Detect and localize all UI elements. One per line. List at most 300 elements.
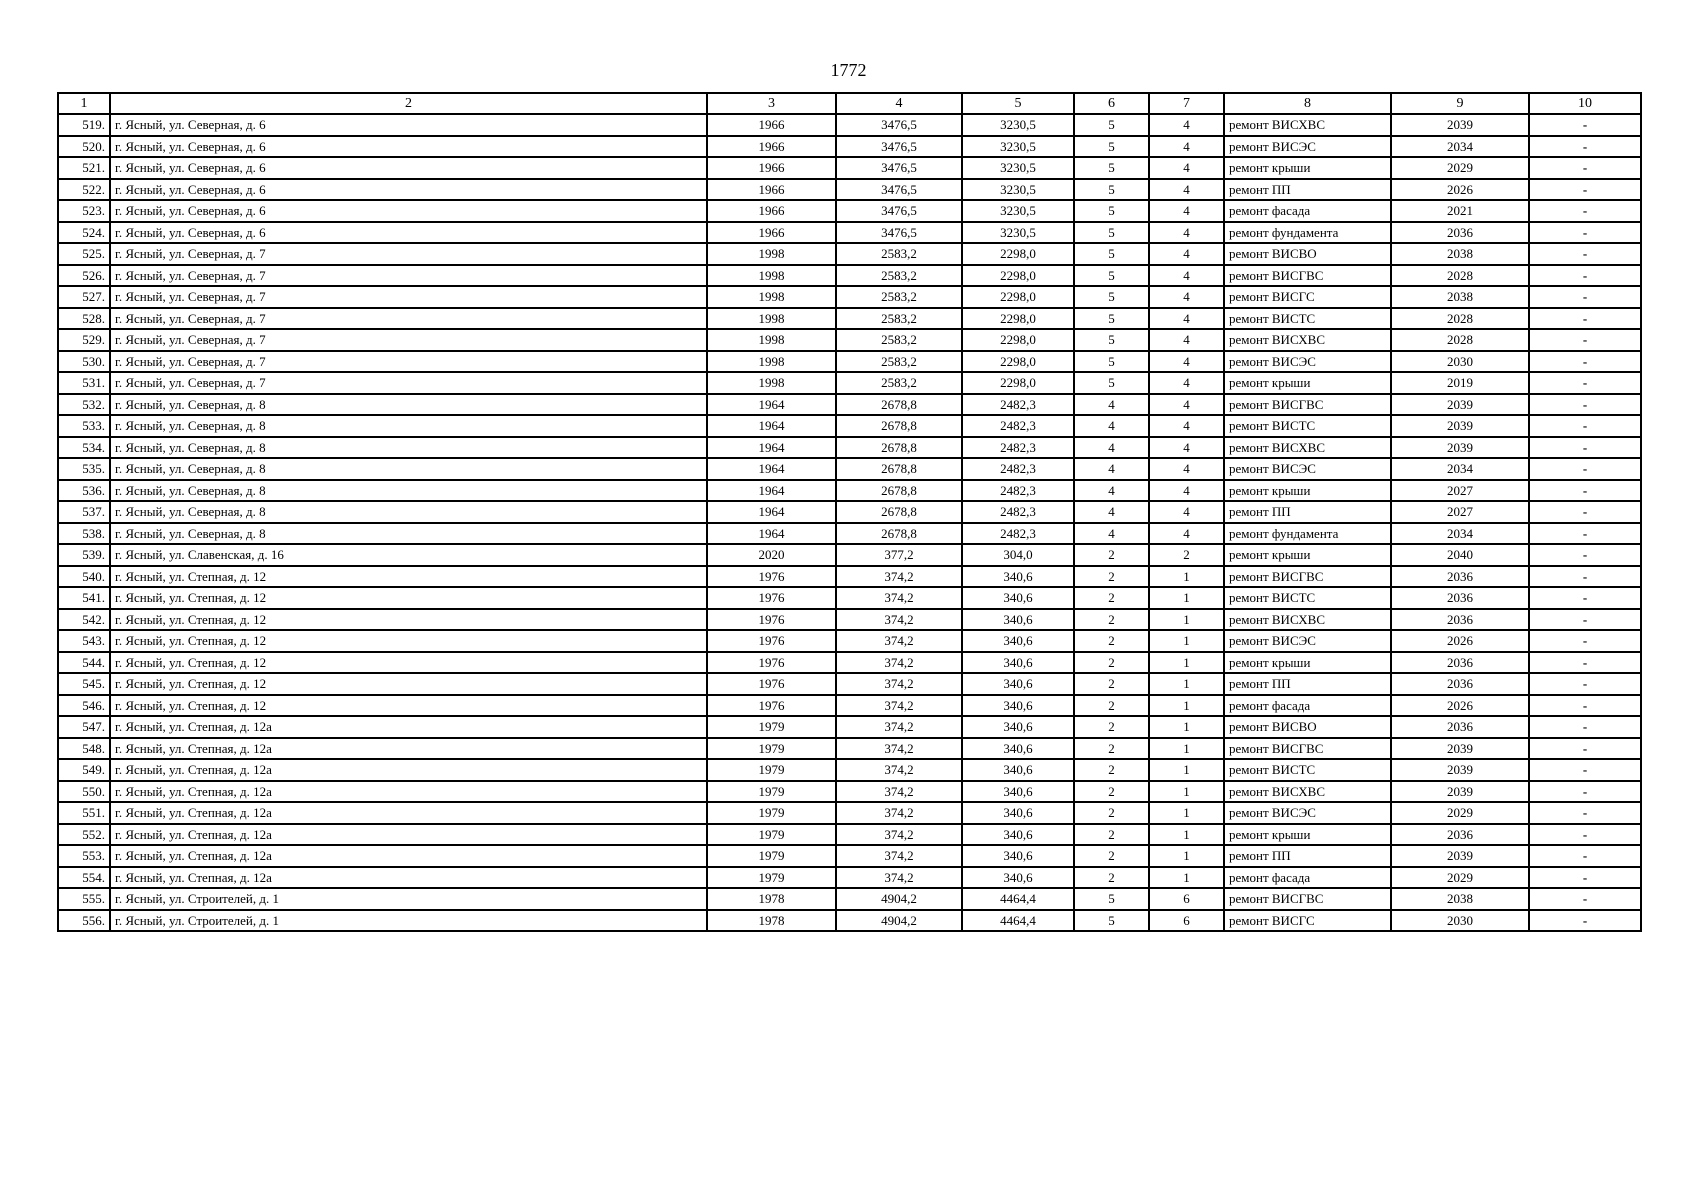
planned-year-cell: 2038 <box>1391 286 1529 308</box>
row-number: 542. <box>58 609 110 631</box>
work-type-cell: ремонт ПП <box>1224 845 1391 867</box>
work-type-cell: ремонт ПП <box>1224 179 1391 201</box>
total-area-cell: 2678,8 <box>836 458 962 480</box>
table-row <box>58 437 1641 459</box>
work-type-cell: ремонт ВИСТС <box>1224 759 1391 781</box>
year-cell: 1998 <box>707 351 836 373</box>
planned-year-cell: 2039 <box>1391 845 1529 867</box>
work-type-cell: ремонт фундамента <box>1224 523 1391 545</box>
floors-cell: 2 <box>1074 802 1149 824</box>
column-header-3: 3 <box>707 93 836 114</box>
living-area-cell: 3230,5 <box>962 136 1074 158</box>
living-area-cell: 340,6 <box>962 587 1074 609</box>
row-number: 548. <box>58 738 110 760</box>
work-type-cell: ремонт ВИСГВС <box>1224 888 1391 910</box>
floors-cell: 2 <box>1074 609 1149 631</box>
row-number: 535. <box>58 458 110 480</box>
entrances-cell: 1 <box>1149 802 1224 824</box>
table-row <box>58 372 1641 394</box>
year-cell: 1976 <box>707 673 836 695</box>
planned-year-cell: 2026 <box>1391 630 1529 652</box>
planned-year-cell: 2036 <box>1391 824 1529 846</box>
row-number: 537. <box>58 501 110 523</box>
planned-year-cell: 2036 <box>1391 673 1529 695</box>
total-area-cell: 2583,2 <box>836 329 962 351</box>
row-number: 536. <box>58 480 110 502</box>
table-row <box>58 265 1641 287</box>
total-area-cell: 374,2 <box>836 673 962 695</box>
living-area-cell: 2482,3 <box>962 437 1074 459</box>
work-type-cell: ремонт ВИСЭС <box>1224 351 1391 373</box>
planned-year-cell: 2039 <box>1391 394 1529 416</box>
table-row <box>58 544 1641 566</box>
note-cell: - <box>1529 802 1641 824</box>
work-type-cell: ремонт ВИСЭС <box>1224 136 1391 158</box>
entrances-cell: 4 <box>1149 243 1224 265</box>
living-area-cell: 340,6 <box>962 738 1074 760</box>
year-cell: 1998 <box>707 286 836 308</box>
address-cell: г. Ясный, ул. Северная, д. 7 <box>110 329 707 351</box>
planned-year-cell: 2029 <box>1391 867 1529 889</box>
row-number: 534. <box>58 437 110 459</box>
note-cell: - <box>1529 265 1641 287</box>
floors-cell: 2 <box>1074 673 1149 695</box>
column-header-4: 4 <box>836 93 962 114</box>
row-number: 522. <box>58 179 110 201</box>
total-area-cell: 2583,2 <box>836 308 962 330</box>
row-number: 526. <box>58 265 110 287</box>
table-row <box>58 222 1641 244</box>
living-area-cell: 2298,0 <box>962 372 1074 394</box>
address-cell: г. Ясный, ул. Строителей, д. 1 <box>110 888 707 910</box>
year-cell: 1976 <box>707 695 836 717</box>
living-area-cell: 3230,5 <box>962 157 1074 179</box>
planned-year-cell: 2021 <box>1391 200 1529 222</box>
year-cell: 1964 <box>707 480 836 502</box>
work-type-cell: ремонт крыши <box>1224 544 1391 566</box>
entrances-cell: 4 <box>1149 480 1224 502</box>
row-number: 554. <box>58 867 110 889</box>
row-number: 532. <box>58 394 110 416</box>
work-type-cell: ремонт крыши <box>1224 652 1391 674</box>
living-area-cell: 3230,5 <box>962 114 1074 136</box>
living-area-cell: 340,6 <box>962 716 1074 738</box>
planned-year-cell: 2036 <box>1391 222 1529 244</box>
address-cell: г. Ясный, ул. Степная, д. 12 <box>110 609 707 631</box>
entrances-cell: 1 <box>1149 845 1224 867</box>
floors-cell: 5 <box>1074 222 1149 244</box>
total-area-cell: 374,2 <box>836 824 962 846</box>
year-cell: 1976 <box>707 587 836 609</box>
planned-year-cell: 2039 <box>1391 759 1529 781</box>
address-cell: г. Ясный, ул. Степная, д. 12а <box>110 824 707 846</box>
entrances-cell: 4 <box>1149 286 1224 308</box>
total-area-cell: 3476,5 <box>836 136 962 158</box>
note-cell: - <box>1529 114 1641 136</box>
note-cell: - <box>1529 200 1641 222</box>
entrances-cell: 1 <box>1149 695 1224 717</box>
row-number: 527. <box>58 286 110 308</box>
year-cell: 1964 <box>707 501 836 523</box>
entrances-cell: 4 <box>1149 114 1224 136</box>
note-cell: - <box>1529 652 1641 674</box>
address-cell: г. Ясный, ул. Степная, д. 12а <box>110 716 707 738</box>
table-row <box>58 415 1641 437</box>
table-row <box>58 523 1641 545</box>
planned-year-cell: 2039 <box>1391 437 1529 459</box>
year-cell: 1964 <box>707 437 836 459</box>
year-cell: 1976 <box>707 652 836 674</box>
floors-cell: 5 <box>1074 243 1149 265</box>
year-cell: 1964 <box>707 394 836 416</box>
total-area-cell: 374,2 <box>836 867 962 889</box>
floors-cell: 5 <box>1074 179 1149 201</box>
address-cell: г. Ясный, ул. Северная, д. 6 <box>110 179 707 201</box>
floors-cell: 5 <box>1074 329 1149 351</box>
row-number: 547. <box>58 716 110 738</box>
address-cell: г. Ясный, ул. Северная, д. 6 <box>110 136 707 158</box>
column-header-10: 10 <box>1529 93 1641 114</box>
note-cell: - <box>1529 480 1641 502</box>
planned-year-cell: 2034 <box>1391 523 1529 545</box>
planned-year-cell: 2029 <box>1391 802 1529 824</box>
entrances-cell: 4 <box>1149 415 1224 437</box>
entrances-cell: 1 <box>1149 566 1224 588</box>
entrances-cell: 4 <box>1149 523 1224 545</box>
floors-cell: 5 <box>1074 910 1149 932</box>
living-area-cell: 2482,3 <box>962 523 1074 545</box>
address-cell: г. Ясный, ул. Северная, д. 6 <box>110 222 707 244</box>
address-cell: г. Ясный, ул. Северная, д. 6 <box>110 114 707 136</box>
year-cell: 1979 <box>707 867 836 889</box>
row-number: 543. <box>58 630 110 652</box>
living-area-cell: 2482,3 <box>962 415 1074 437</box>
floors-cell: 2 <box>1074 695 1149 717</box>
table-row <box>58 394 1641 416</box>
address-cell: г. Ясный, ул. Степная, д. 12а <box>110 759 707 781</box>
living-area-cell: 3230,5 <box>962 222 1074 244</box>
year-cell: 1998 <box>707 308 836 330</box>
address-cell: г. Ясный, ул. Строителей, д. 1 <box>110 910 707 932</box>
year-cell: 1966 <box>707 179 836 201</box>
floors-cell: 2 <box>1074 824 1149 846</box>
note-cell: - <box>1529 308 1641 330</box>
floors-cell: 5 <box>1074 372 1149 394</box>
planned-year-cell: 2039 <box>1391 114 1529 136</box>
note-cell: - <box>1529 888 1641 910</box>
table-header-row <box>58 93 1641 114</box>
work-type-cell: ремонт ВИСГВС <box>1224 566 1391 588</box>
floors-cell: 2 <box>1074 630 1149 652</box>
row-number: 531. <box>58 372 110 394</box>
planned-year-cell: 2038 <box>1391 243 1529 265</box>
entrances-cell: 1 <box>1149 759 1224 781</box>
row-number: 528. <box>58 308 110 330</box>
table-row <box>58 114 1641 136</box>
column-header-7: 7 <box>1149 93 1224 114</box>
note-cell: - <box>1529 415 1641 437</box>
row-number: 550. <box>58 781 110 803</box>
address-cell: г. Ясный, ул. Славенская, д. 16 <box>110 544 707 566</box>
planned-year-cell: 2027 <box>1391 501 1529 523</box>
row-number: 541. <box>58 587 110 609</box>
note-cell: - <box>1529 695 1641 717</box>
row-number: 544. <box>58 652 110 674</box>
address-cell: г. Ясный, ул. Северная, д. 8 <box>110 501 707 523</box>
living-area-cell: 340,6 <box>962 652 1074 674</box>
living-area-cell: 2298,0 <box>962 243 1074 265</box>
floors-cell: 4 <box>1074 415 1149 437</box>
address-cell: г. Ясный, ул. Северная, д. 8 <box>110 480 707 502</box>
address-cell: г. Ясный, ул. Степная, д. 12 <box>110 630 707 652</box>
work-type-cell: ремонт ВИСХВС <box>1224 781 1391 803</box>
work-type-cell: ремонт ВИСВО <box>1224 716 1391 738</box>
column-header-8: 8 <box>1224 93 1391 114</box>
planned-year-cell: 2028 <box>1391 329 1529 351</box>
floors-cell: 2 <box>1074 867 1149 889</box>
address-cell: г. Ясный, ул. Степная, д. 12а <box>110 738 707 760</box>
living-area-cell: 4464,4 <box>962 910 1074 932</box>
work-type-cell: ремонт ВИСХВС <box>1224 609 1391 631</box>
row-number: 553. <box>58 845 110 867</box>
note-cell: - <box>1529 243 1641 265</box>
work-type-cell: ремонт ПП <box>1224 673 1391 695</box>
living-area-cell: 304,0 <box>962 544 1074 566</box>
year-cell: 1966 <box>707 222 836 244</box>
column-header-6: 6 <box>1074 93 1149 114</box>
living-area-cell: 340,6 <box>962 630 1074 652</box>
work-type-cell: ремонт ВИСЭС <box>1224 630 1391 652</box>
entrances-cell: 4 <box>1149 372 1224 394</box>
entrances-cell: 4 <box>1149 265 1224 287</box>
entrances-cell: 4 <box>1149 458 1224 480</box>
floors-cell: 4 <box>1074 394 1149 416</box>
year-cell: 1964 <box>707 415 836 437</box>
entrances-cell: 1 <box>1149 738 1224 760</box>
entrances-cell: 4 <box>1149 308 1224 330</box>
note-cell: - <box>1529 845 1641 867</box>
planned-year-cell: 2034 <box>1391 458 1529 480</box>
total-area-cell: 3476,5 <box>836 222 962 244</box>
year-cell: 1979 <box>707 781 836 803</box>
floors-cell: 5 <box>1074 888 1149 910</box>
note-cell: - <box>1529 286 1641 308</box>
column-header-9: 9 <box>1391 93 1529 114</box>
table-row <box>58 329 1641 351</box>
living-area-cell: 340,6 <box>962 695 1074 717</box>
year-cell: 1998 <box>707 243 836 265</box>
note-cell: - <box>1529 222 1641 244</box>
row-number: 529. <box>58 329 110 351</box>
total-area-cell: 2583,2 <box>836 351 962 373</box>
row-number: 546. <box>58 695 110 717</box>
table-row <box>58 845 1641 867</box>
address-cell: г. Ясный, ул. Северная, д. 7 <box>110 286 707 308</box>
planned-year-cell: 2030 <box>1391 910 1529 932</box>
entrances-cell: 1 <box>1149 716 1224 738</box>
total-area-cell: 374,2 <box>836 566 962 588</box>
table-row <box>58 157 1641 179</box>
total-area-cell: 2678,8 <box>836 523 962 545</box>
row-number: 555. <box>58 888 110 910</box>
table-row <box>58 630 1641 652</box>
work-type-cell: ремонт ВИСГВС <box>1224 738 1391 760</box>
planned-year-cell: 2030 <box>1391 351 1529 373</box>
work-type-cell: ремонт ВИСТС <box>1224 415 1391 437</box>
living-area-cell: 340,6 <box>962 802 1074 824</box>
table-row <box>58 652 1641 674</box>
table-row <box>58 286 1641 308</box>
note-cell: - <box>1529 372 1641 394</box>
work-type-cell: ремонт фасада <box>1224 695 1391 717</box>
planned-year-cell: 2040 <box>1391 544 1529 566</box>
column-header-1: 1 <box>58 93 110 114</box>
planned-year-cell: 2039 <box>1391 415 1529 437</box>
entrances-cell: 1 <box>1149 630 1224 652</box>
living-area-cell: 3230,5 <box>962 179 1074 201</box>
floors-cell: 5 <box>1074 351 1149 373</box>
planned-year-cell: 2036 <box>1391 652 1529 674</box>
planned-year-cell: 2029 <box>1391 157 1529 179</box>
entrances-cell: 4 <box>1149 329 1224 351</box>
floors-cell: 2 <box>1074 759 1149 781</box>
total-area-cell: 2678,8 <box>836 394 962 416</box>
address-cell: г. Ясный, ул. Степная, д. 12 <box>110 652 707 674</box>
row-number: 533. <box>58 415 110 437</box>
floors-cell: 2 <box>1074 738 1149 760</box>
year-cell: 1966 <box>707 136 836 158</box>
address-cell: г. Ясный, ул. Степная, д. 12 <box>110 673 707 695</box>
work-type-cell: ремонт крыши <box>1224 157 1391 179</box>
floors-cell: 5 <box>1074 200 1149 222</box>
address-cell: г. Ясный, ул. Степная, д. 12а <box>110 802 707 824</box>
table-row <box>58 501 1641 523</box>
living-area-cell: 2298,0 <box>962 265 1074 287</box>
living-area-cell: 340,6 <box>962 759 1074 781</box>
entrances-cell: 1 <box>1149 781 1224 803</box>
year-cell: 1966 <box>707 114 836 136</box>
address-cell: г. Ясный, ул. Северная, д. 7 <box>110 372 707 394</box>
living-area-cell: 340,6 <box>962 673 1074 695</box>
address-cell: г. Ясный, ул. Северная, д. 8 <box>110 523 707 545</box>
entrances-cell: 1 <box>1149 587 1224 609</box>
planned-year-cell: 2038 <box>1391 888 1529 910</box>
address-cell: г. Ясный, ул. Степная, д. 12а <box>110 867 707 889</box>
table-row <box>58 824 1641 846</box>
row-number: 521. <box>58 157 110 179</box>
floors-cell: 2 <box>1074 781 1149 803</box>
living-area-cell: 2482,3 <box>962 501 1074 523</box>
total-area-cell: 377,2 <box>836 544 962 566</box>
address-cell: г. Ясный, ул. Степная, д. 12 <box>110 587 707 609</box>
floors-cell: 5 <box>1074 265 1149 287</box>
living-area-cell: 340,6 <box>962 824 1074 846</box>
address-cell: г. Ясный, ул. Северная, д. 7 <box>110 351 707 373</box>
year-cell: 1978 <box>707 888 836 910</box>
entrances-cell: 1 <box>1149 609 1224 631</box>
living-area-cell: 2482,3 <box>962 458 1074 480</box>
column-header-5: 5 <box>962 93 1074 114</box>
work-type-cell: ремонт ВИСЭС <box>1224 458 1391 480</box>
year-cell: 1964 <box>707 523 836 545</box>
entrances-cell: 4 <box>1149 394 1224 416</box>
year-cell: 1976 <box>707 609 836 631</box>
floors-cell: 2 <box>1074 566 1149 588</box>
note-cell: - <box>1529 394 1641 416</box>
table-row <box>58 910 1641 932</box>
note-cell: - <box>1529 523 1641 545</box>
row-number: 523. <box>58 200 110 222</box>
living-area-cell: 2298,0 <box>962 351 1074 373</box>
planned-year-cell: 2036 <box>1391 587 1529 609</box>
note-cell: - <box>1529 759 1641 781</box>
table-row <box>58 200 1641 222</box>
table-row <box>58 351 1641 373</box>
work-type-cell: ремонт крыши <box>1224 824 1391 846</box>
address-cell: г. Ясный, ул. Степная, д. 12а <box>110 845 707 867</box>
table-row <box>58 136 1641 158</box>
address-cell: г. Ясный, ул. Северная, д. 8 <box>110 415 707 437</box>
note-cell: - <box>1529 351 1641 373</box>
year-cell: 1976 <box>707 630 836 652</box>
entrances-cell: 4 <box>1149 200 1224 222</box>
note-cell: - <box>1529 501 1641 523</box>
row-number: 538. <box>58 523 110 545</box>
work-type-cell: ремонт фундамента <box>1224 222 1391 244</box>
work-type-cell: ремонт фасада <box>1224 867 1391 889</box>
year-cell: 1979 <box>707 738 836 760</box>
row-number: 520. <box>58 136 110 158</box>
planned-year-cell: 2027 <box>1391 480 1529 502</box>
living-area-cell: 340,6 <box>962 867 1074 889</box>
work-type-cell: ремонт ВИСГВС <box>1224 394 1391 416</box>
year-cell: 1979 <box>707 824 836 846</box>
living-area-cell: 340,6 <box>962 845 1074 867</box>
planned-year-cell: 2026 <box>1391 695 1529 717</box>
year-cell: 1976 <box>707 566 836 588</box>
total-area-cell: 2583,2 <box>836 286 962 308</box>
total-area-cell: 374,2 <box>836 652 962 674</box>
total-area-cell: 2678,8 <box>836 480 962 502</box>
note-cell: - <box>1529 544 1641 566</box>
row-number: 525. <box>58 243 110 265</box>
work-type-cell: ремонт ВИСГС <box>1224 286 1391 308</box>
living-area-cell: 2298,0 <box>962 308 1074 330</box>
entrances-cell: 1 <box>1149 673 1224 695</box>
living-area-cell: 4464,4 <box>962 888 1074 910</box>
floors-cell: 2 <box>1074 587 1149 609</box>
note-cell: - <box>1529 587 1641 609</box>
total-area-cell: 374,2 <box>836 630 962 652</box>
note-cell: - <box>1529 566 1641 588</box>
address-cell: г. Ясный, ул. Степная, д. 12 <box>110 566 707 588</box>
entrances-cell: 6 <box>1149 888 1224 910</box>
floors-cell: 5 <box>1074 136 1149 158</box>
planned-year-cell: 2028 <box>1391 265 1529 287</box>
living-area-cell: 2298,0 <box>962 329 1074 351</box>
work-type-cell: ремонт ВИСХВС <box>1224 114 1391 136</box>
year-cell: 1998 <box>707 265 836 287</box>
living-area-cell: 2482,3 <box>962 480 1074 502</box>
note-cell: - <box>1529 157 1641 179</box>
floors-cell: 5 <box>1074 308 1149 330</box>
note-cell: - <box>1529 824 1641 846</box>
year-cell: 1998 <box>707 329 836 351</box>
address-cell: г. Ясный, ул. Северная, д. 6 <box>110 200 707 222</box>
entrances-cell: 4 <box>1149 179 1224 201</box>
living-area-cell: 2298,0 <box>962 286 1074 308</box>
address-cell: г. Ясный, ул. Северная, д. 8 <box>110 394 707 416</box>
